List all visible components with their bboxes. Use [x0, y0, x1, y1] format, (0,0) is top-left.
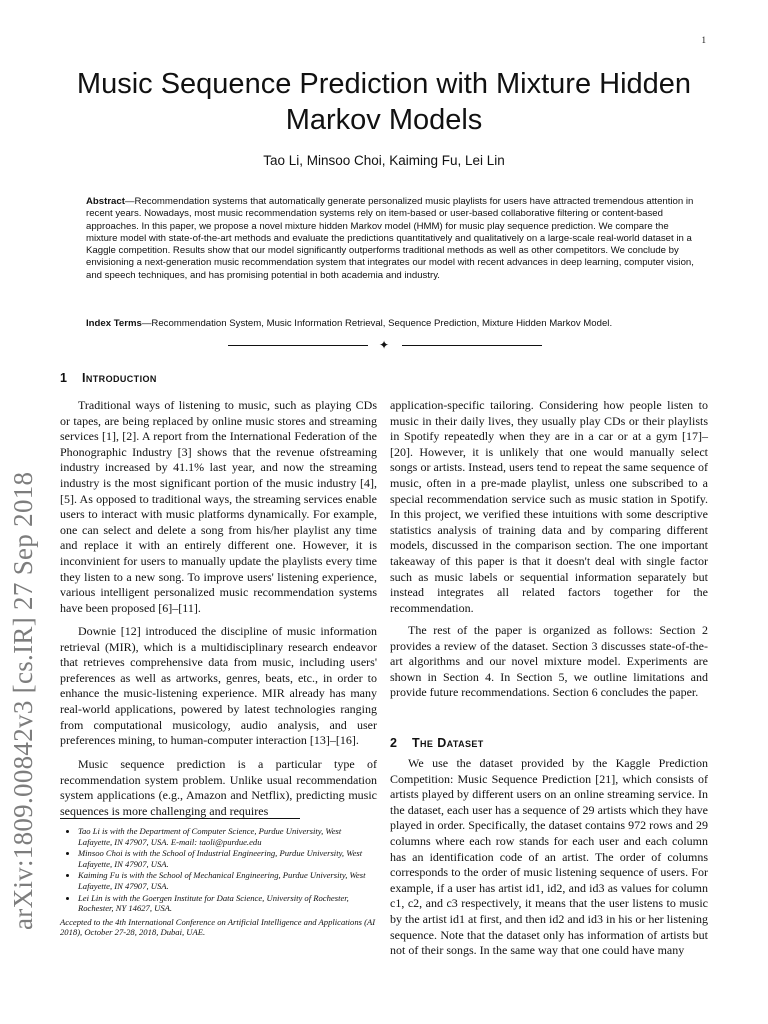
footnote-author-1: • Tao Li is with the Department of Computer Science, Purdue University, West Lafayette, IN 47907, USA. E-mail: taoli@purdue.edu [78, 826, 377, 847]
footnote-author-3: • Kaiming Fu is with the School of Mechanical Engineering, Purdue University, West Lafayette, IN 47907, USA. [78, 870, 377, 891]
paper-title: Music Sequence Prediction with Mixture Hidden Markov Models [76, 68, 692, 136]
author-list: Tao Li, Minsoo Choi, Kaiming Fu, Lei Lin [263, 153, 505, 168]
abstract-label: Abstract [86, 196, 125, 207]
intro-paragraph-4 [390, 398, 708, 616]
intro-paragraph-2-text: Downie [12] introduced the discipline of music information retrieval (MIR), which is a multidisciplinary research endeavor that retrieves comprehensive data from music, including users' preferences as well as artworks, genres, beats, etc., in order to enhance the music-listening experience. MIR already has many real-world applications, powered by latest technologies ranging from computational musicology, audio analysis, and user preferences mining, to human-computer interaction [13]–[16]. [60, 624, 377, 748]
index-terms-label: Index Terms [86, 318, 142, 329]
intro-paragraph-3 [60, 757, 377, 819]
intro-paragraph-2 [60, 624, 377, 749]
abstract-text: —Recommendation systems that automatically generate personalized music playlists for users have attracted tremendous attention in recent years. Nowadays, most music recommendation systems rely on item-based or user-based collaborative filtering or content-based approaches. In this paper, we propose a novel mixture hidden Markov model (HMM) for music play sequence prediction. We compare the mixture model with state-of-the-art methods and evaluate the predictions quantitatively and qualitatively on a large-scale real-world dataset in a Kaggle competition. Results show that our model significantly outperforms traditional methods as well as other competitors. We conclude by envisioning a next-generation music recommendation system that integrates our model with recent advances in deep learning, computer vision, and speech techniques, and has promising potential in both academia and industry. [86, 196, 694, 281]
section-2-number: 2 [390, 736, 398, 750]
intro-paragraph-5 [390, 623, 708, 701]
section-1-number: 1 [60, 371, 68, 385]
intro-paragraph-1-text: Traditional ways of listening to music, such as playing CDs or tapes, are being replaced by online music stores and streaming services [1], [2]. A report from the International Federation of the Phonographic Industry [3] shows that the revenue ofstreaming industry increased by 41.1% last year, and now the streaming industry is the most significant portion of the music industry [4], [5]. As opposed to traditional ways, the streaming services enable users to interact with music platforms dynamically. For example, one can select and delete a song from his/her playlist any time and replace it with an entirely different one. However, it is inconvinient for users to manually update the playlists every time they listen to a new song. To improve users' listening experience, various intelligent personalized music recommendation systems have been proposed [6]–[11]. [60, 398, 377, 615]
intro-paragraph-1 [60, 398, 377, 616]
dataset-paragraph-1-text: We use the dataset provided by the Kaggle Prediction Competition: Music Sequence Prediction [21], which consists of artists played by different users on an online streaming service. In the dataset, each user has a sequence of 29 artists which they have played in order. Specifically, the dataset contains 972 rows and 29 columns where each row stands for each user and each column has an identification code of an artist. The order of columns corresponds to the order of music listening sequence of users. For example, if a user has artist id1, id2, and id3 as values for column c1, c2, and c3 respectively, it means that the user listens to music by the artist id1 at first, and then id2 and id3 in his or her listening sequence. Note that the dataset only has information of artists but not of their songs. In the same way that one could have many [390, 756, 708, 958]
intro-paragraph-5-text: The rest of the paper is organized as follows: Section 2 provides a review of the dataset. Section 3 discusses state-of-the-art algorithms and our novel mixture model. Experiments are shown in Section 4. In Section 5, we outline limitations and provide future recommendations. Section 6 concludes the paper. [390, 623, 708, 700]
section-2-heading [390, 736, 484, 750]
index-terms-text: —Recommendation System, Music Information Retrieval, Sequence Prediction, Mixture Hidden Markov Model. [141, 318, 613, 329]
section-1-title: Introduction [82, 371, 157, 385]
footnote-author-4: • Lei Lin is with the Goergen Institute for Data Science, University of Rochester, Rochester, NY 14627, USA. [78, 893, 377, 914]
divider-ornament-icon: ✦ [379, 338, 390, 352]
acceptance-note: Accepted to the 4th International Conference on Artificial Intelligence and Applications (AI 2018), October 27-28, 2018, Dubai, UAE. [60, 916, 376, 938]
footnote-author-2: • Minsoo Choi is with the School of Industrial Engineering, Purdue University, West Lafayette, IN 47907, USA. [78, 848, 377, 869]
intro-paragraph-3-text: Music sequence prediction is a particular type of recommendation system problem. Unlike usual recommendation system applications (e.g., Amazon and Netflix), predicting music sequences is more challenging and requires [60, 757, 377, 818]
divider-line-right [402, 345, 542, 346]
divider-line-left [228, 345, 368, 346]
footnotes [60, 826, 377, 938]
section-2-title: The Dataset [412, 736, 484, 750]
page-number: 1 [701, 35, 706, 45]
intro-paragraph-4-text: application-specific tailoring. Considering how people listen to music in their daily lives, they usually play CDs or their playlists in Spotify repeatedly when they are in a car or at a gym [17]–[20]. However, it is unlikely that one would manually select songs or artists. Instead, users tend to repeat the same sequence of music, often in a pre-made playlist, unless one subscribed to a special recommendation service such as music station in Spotify. In this project, we verified these intuitions with some descriptive statistics analysis of training data and by comparing different models, discussed in the comparison section. The one important takeaway of this paper is that it doesn't deal with single factor such as music labels or sequential information separately but instead integrates all related factors together for the recommendation. [390, 398, 708, 615]
arxiv-identifier-stamp: arXiv:1809.00842v3 [cs.IR] 27 Sep 2018 [8, 471, 38, 930]
dataset-paragraph-1 [390, 756, 708, 959]
footnote-rule [60, 818, 300, 819]
section-1-heading [60, 371, 157, 385]
abstract [86, 196, 698, 282]
section-divider [228, 338, 542, 352]
index-terms [86, 318, 698, 329]
